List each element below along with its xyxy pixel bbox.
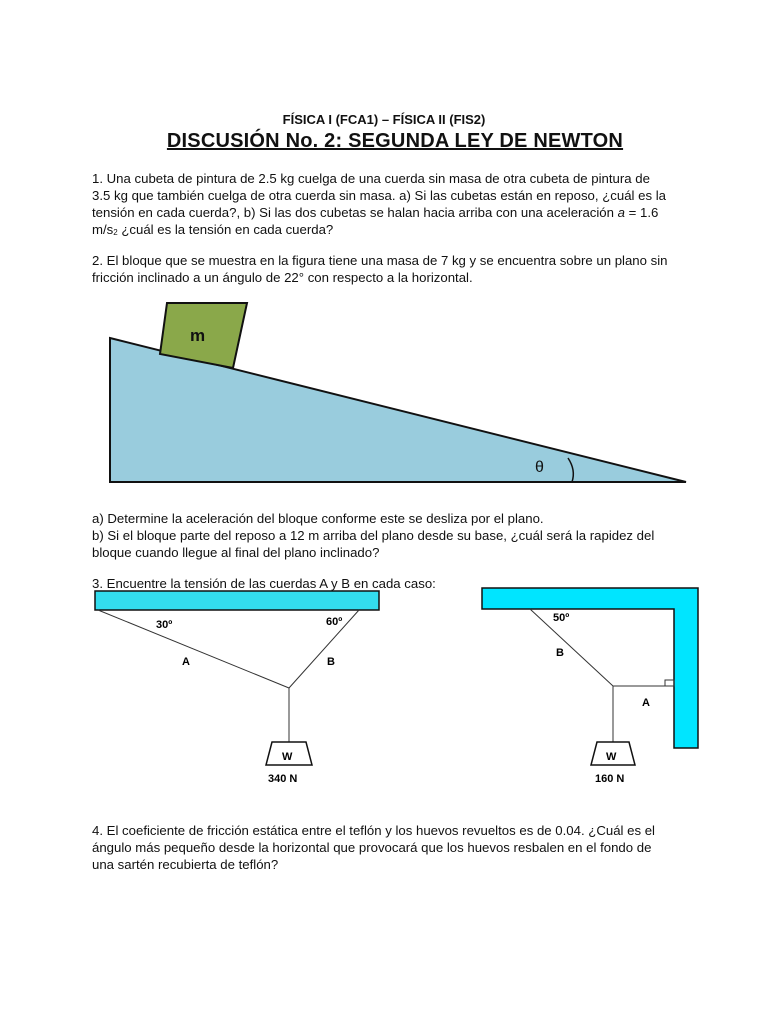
problem-4-line-3: una sartén recubierta de teflón? (92, 857, 279, 872)
units-text: m/s (92, 222, 114, 237)
angle-30-label: 30º (156, 619, 173, 631)
problem-2-part-b-line-1: b) Si el bloque parte del reposo a 12 m arriba del plano desde su base, ¿cuál será la rapidez del (92, 528, 655, 543)
load-label: 340 N (268, 773, 298, 785)
acceleration-variable: a (617, 205, 625, 220)
problem-1-line-1: 1. Una cubeta de pintura de 2.5 kg cuelga de una cuerda sin masa de otra cubeta de pintura de (92, 171, 650, 186)
rope-b (530, 609, 613, 686)
course-subtitle: FÍSICA I (FCA1) – FÍSICA II (FIS2) (282, 112, 486, 127)
angle-label: θ (535, 459, 544, 476)
problem-1-line-4-text: ¿cuál es la tensión en cada cuerda? (117, 222, 334, 237)
rope-a-label: A (642, 697, 650, 709)
rope-b-label: B (327, 656, 335, 668)
page-title: DISCUSIÓN No. 2: SEGUNDA LEY DE NEWTON (166, 130, 624, 152)
problem-2-line-1: 2. El bloque que se muestra en la figura tiene una masa de 7 kg y se encuentra sobre un plano sin (92, 253, 668, 268)
problem-1-line-2: 3.5 kg que también cuelga de otra cuerda sin masa. a) Si las cubetas están en reposo, ¿cuál es la (92, 188, 666, 203)
problem-4-line-1: 4. El coeficiente de fricción estática entre el teflón y los huevos revueltos es de 0.04. ¿Cuál es el (92, 823, 655, 838)
problem-2-part-b-line-2: bloque cuando llegue al final del plano inclinado? (92, 545, 380, 560)
ceiling-wall (482, 588, 698, 748)
load-label: 160 N (595, 773, 625, 785)
angle-50-label: 50º (553, 612, 570, 624)
problem-4-line-2: ángulo más pequeño desde la horizontal que provocará que los huevos resbalen en el fondo de (92, 840, 652, 855)
problem-1-line-3-value: = 1.6 (624, 205, 659, 220)
weight-label: W (606, 751, 617, 763)
problem-1-line-3-text: tensión en cada cuerda?, b) Si las dos cubetas se halan hacia arriba con una aceleración (92, 205, 618, 220)
block-label: m (190, 326, 206, 345)
units-subscript: 2 (113, 228, 118, 237)
rope-a-label: A (182, 656, 190, 668)
right-angle-marker (665, 680, 674, 686)
problem-2-part-a: a) Determine la aceleración del bloque conforme este se desliza por el plano. (92, 511, 544, 526)
problem-2-line-2: fricción inclinado a un ángulo de 22° con respecto a la horizontal. (92, 270, 473, 285)
angle-60-label: 60º (326, 616, 343, 628)
problem-3-line-1: 3. Encuentre la tensión de las cuerdas A y B en cada caso: (92, 576, 436, 591)
weight-label: W (282, 751, 293, 763)
rope-b-label: B (556, 647, 564, 659)
